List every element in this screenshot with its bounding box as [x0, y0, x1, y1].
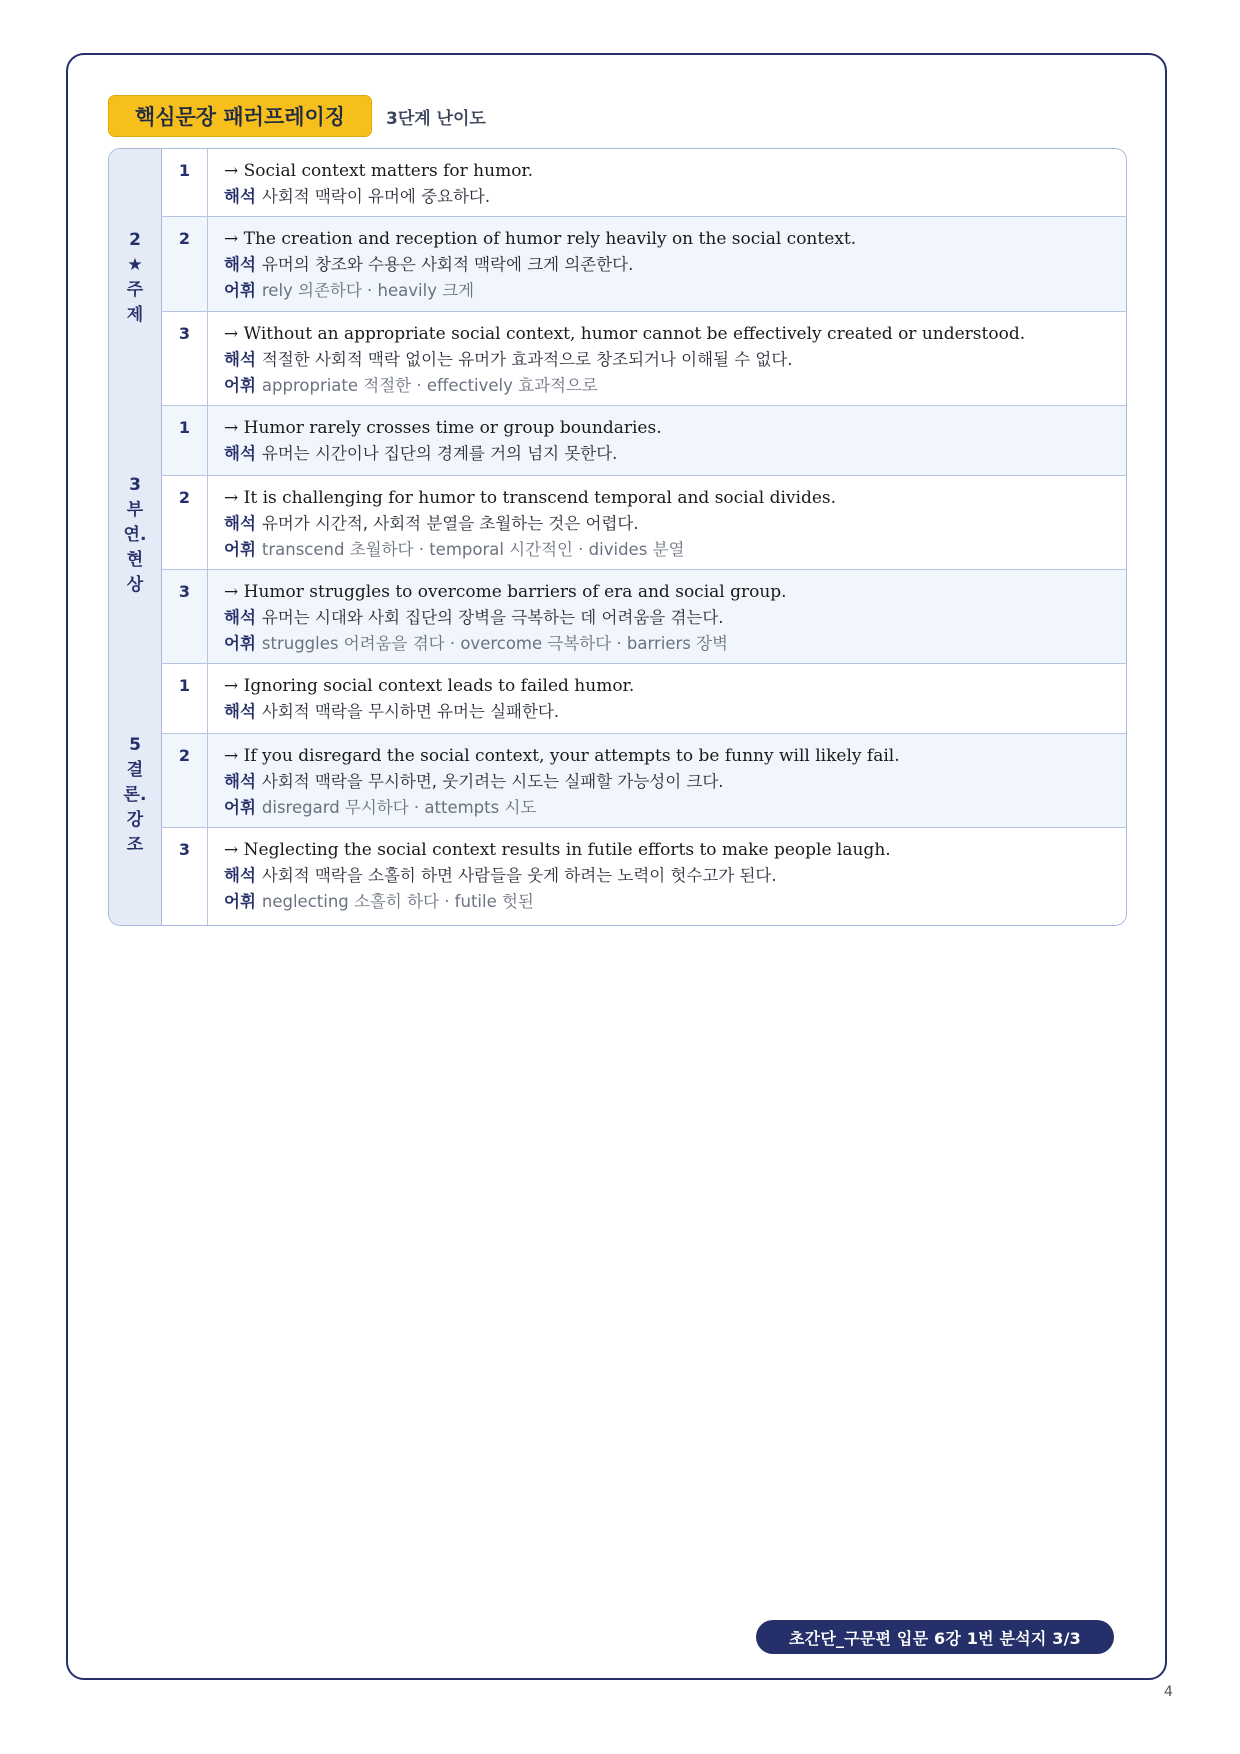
translation-line: [224, 441, 1116, 467]
section-label-line: 2: [129, 229, 141, 250]
translation-tag: 해석: [224, 866, 256, 885]
section-label-line: 3: [129, 474, 141, 495]
section-label-line: 제: [126, 304, 144, 325]
section-label-line: 상: [126, 574, 144, 595]
footer-label: 초간단_구문편 입문 6강 1번 분석지 3/3: [756, 1620, 1114, 1654]
difficulty-label: 3단계 난이도: [386, 109, 486, 129]
vocab-tag: 어휘: [224, 892, 256, 911]
table-row: [162, 312, 1126, 406]
translation-line: [224, 769, 1116, 795]
row-number: 2: [162, 217, 208, 311]
english-sentence: → It is challenging for humor to transcend temporal and social divides.: [224, 488, 837, 508]
translation-text: 유머가 시간적, 사회적 분열을 초월하는 것은 어렵다.: [261, 514, 639, 533]
translation-text: 사회적 맥락이 유머에 중요하다.: [261, 187, 491, 206]
english-sentence: → The creation and reception of humor rely heavily on the social context.: [224, 229, 857, 249]
table-row: [162, 149, 1126, 217]
vocab-text: neglecting 소홀히 하다 · futile 헛된: [261, 892, 534, 911]
section-title-badge: 핵심문장 패러프레이징: [108, 95, 372, 137]
vocab-line: [224, 631, 1116, 657]
table-row: [162, 406, 1126, 476]
table-row: [162, 734, 1126, 828]
vocab-tag: 어휘: [224, 798, 256, 817]
english-sentence: → If you disregard the social context, your attempts to be funny will likely fail.: [224, 746, 900, 766]
english-sentence: → Social context matters for humor.: [224, 161, 534, 181]
vocab-text: rely 의존하다 · heavily 크게: [261, 281, 475, 300]
translation-text: 유머는 시대와 사회 집단의 장벽을 극복하는 데 어려움을 겪는다.: [261, 608, 724, 627]
vocab-text: appropriate 적절한 · effectively 효과적으로: [261, 376, 598, 395]
section-label: [109, 406, 162, 664]
translation-tag: 해석: [224, 514, 256, 533]
translation-line: [224, 347, 1116, 373]
english-sentence: → Without an appropriate social context, humor cannot be effectively created or understood.: [224, 324, 1026, 344]
vocab-tag: 어휘: [224, 281, 256, 300]
translation-text: 유머는 시간이나 집단의 경계를 거의 넘지 못한다.: [261, 444, 618, 463]
translation-line: [224, 511, 1116, 537]
section-label-line: 론.: [123, 785, 147, 805]
vocab-line: [224, 889, 1116, 915]
vocab-line: [224, 795, 1116, 821]
table-row: [162, 664, 1126, 734]
translation-tag: 해석: [224, 608, 256, 627]
row-number: 1: [162, 149, 208, 216]
translation-line: [224, 252, 1116, 278]
section-label-line: 결: [126, 760, 144, 780]
section-label: [109, 149, 162, 406]
section-theme: [109, 149, 1126, 406]
vocab-tag: 어휘: [224, 634, 256, 653]
translation-text: 적절한 사회적 맥락 없이는 유머가 효과적으로 창조되거나 이해될 수 없다.: [261, 350, 793, 369]
vocab-tag: 어휘: [224, 540, 256, 559]
translation-tag: 해석: [224, 255, 256, 274]
section-label: [109, 664, 162, 926]
page-number: 4: [1164, 1684, 1173, 1700]
row-number: 3: [162, 312, 208, 405]
paraphrase-table: [108, 148, 1127, 926]
vocab-text: struggles 어려움을 겪다 · overcome 극복하다 · barriers 장벽: [261, 634, 728, 653]
row-number: 3: [162, 570, 208, 663]
vocab-line: [224, 537, 1116, 563]
section-label-line: 조: [126, 835, 144, 855]
english-sentence: → Humor rarely crosses time or group boundaries.: [224, 418, 662, 438]
table-row: [162, 217, 1126, 312]
table-row: [162, 828, 1126, 926]
translation-text: 사회적 맥락을 소홀히 하면 사람들을 웃게 하려는 노력이 헛수고가 된다.: [261, 866, 777, 885]
vocab-line: [224, 373, 1116, 399]
translation-line: [224, 863, 1116, 889]
section-label-line: 강: [126, 810, 144, 830]
english-sentence: → Ignoring social context leads to failed humor.: [224, 676, 635, 696]
vocab-text: transcend 초월하다 · temporal 시간적인 · divides 분열: [261, 540, 685, 559]
english-sentence: → Humor struggles to overcome barriers of era and social group.: [224, 582, 787, 602]
english-sentence: → Neglecting the social context results in futile efforts to make people laugh.: [224, 840, 891, 860]
vocab-line: [224, 278, 1116, 304]
section-label-line: 주: [126, 279, 144, 300]
star-icon: ★: [127, 254, 143, 275]
row-number: 1: [162, 406, 208, 475]
vocab-text: disregard 무시하다 · attempts 시도: [261, 798, 537, 817]
translation-tag: 해석: [224, 187, 256, 206]
row-number: 2: [162, 734, 208, 827]
translation-tag: 해석: [224, 350, 256, 369]
translation-text: 사회적 맥락을 무시하면, 웃기려는 시도는 실패할 가능성이 크다.: [261, 772, 724, 791]
translation-line: [224, 605, 1116, 631]
translation-tag: 해석: [224, 772, 256, 791]
section-label-line: 부: [126, 499, 144, 520]
table-row: [162, 476, 1126, 570]
section-label-line: 연.: [123, 524, 147, 545]
section-label-line: 현: [126, 549, 144, 570]
translation-tag: 해석: [224, 702, 256, 721]
row-number: 1: [162, 664, 208, 733]
row-number: 3: [162, 828, 208, 926]
table-row: [162, 570, 1126, 664]
section-conclusion: [109, 664, 1126, 926]
vocab-tag: 어휘: [224, 376, 256, 395]
translation-text: 유머의 창조와 수용은 사회적 맥락에 크게 의존한다.: [261, 255, 634, 274]
translation-line: [224, 699, 1116, 725]
translation-text: 사회적 맥락을 무시하면 유머는 실패한다.: [261, 702, 560, 721]
row-number: 2: [162, 476, 208, 569]
translation-tag: 해석: [224, 444, 256, 463]
translation-line: [224, 184, 1116, 210]
section-label-line: 5: [129, 735, 141, 755]
section-supporting: [109, 406, 1126, 664]
